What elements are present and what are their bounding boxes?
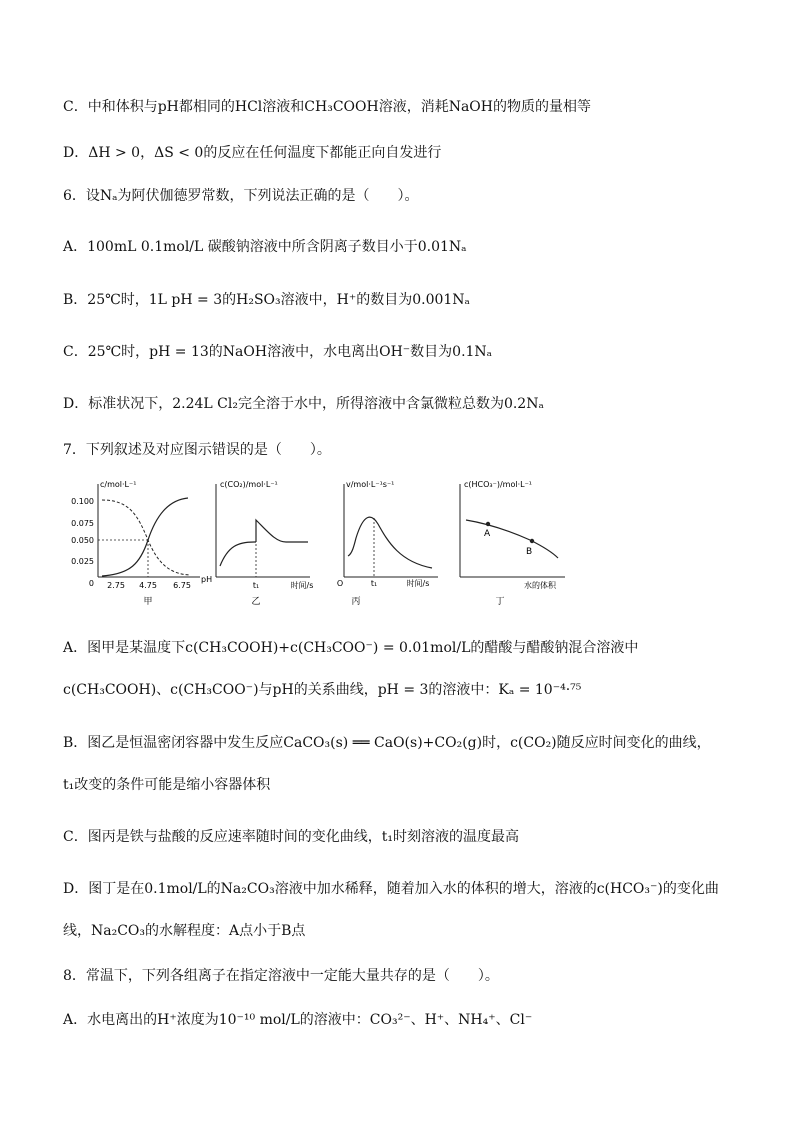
svg-text:4.75: 4.75	[139, 581, 157, 590]
question-6-option-c: C．25℃时，pH = 13的NaOH溶液中，水电离出OH⁻数目为0.1Nₐ	[63, 344, 493, 360]
question-7-option-d-line1: D．图丁是在0.1mol/L的Na₂CO₃溶液中加水稀释，随着加入水的体积的增大，溶液的c(HCO₃⁻)的变化曲	[63, 881, 719, 897]
question-7-option-a-line2: c(CH₃COOH)、c(CH₃COO⁻)与pH的关系曲线，pH = 3的溶液中：Kₐ = 10⁻⁴·⁷⁵	[63, 682, 582, 698]
svg-text:pH: pH	[201, 575, 213, 584]
yi-caption: 乙	[251, 597, 261, 606]
option-d-line-5: D．ΔH > 0，ΔS < 0的反应在任何温度下都能正向自发进行	[63, 145, 442, 161]
yi-ylabel: c(CO₂)/mol·L⁻¹	[220, 480, 278, 489]
question-8-stem: 8．常温下，下列各组离子在指定溶液中一定能大量共存的是（ ）。	[63, 968, 499, 984]
svg-text:0.025: 0.025	[71, 557, 94, 566]
svg-text:6.75: 6.75	[173, 581, 191, 590]
question-7-option-b-line2: t₁改变的条件可能是缩小容器体积	[63, 777, 271, 793]
svg-text:水的体积: 水的体积	[524, 581, 556, 590]
svg-text:2.75: 2.75	[107, 581, 125, 590]
svg-text:A: A	[484, 529, 491, 539]
svg-text:时间/s: 时间/s	[290, 581, 314, 590]
ding-ylabel: c(HCO₃⁻)/mol·L⁻¹	[464, 480, 533, 489]
svg-text:O: O	[336, 579, 344, 588]
figure-bing	[337, 480, 438, 606]
svg-text:0: 0	[88, 579, 94, 588]
svg-text:0.075: 0.075	[71, 519, 94, 528]
bing-ylabel: v/mol·L⁻¹s⁻¹	[346, 480, 395, 489]
question-7-option-b-line1: B．图乙是恒温密闭容器中发生反应CaCO₃(s) ══ CaO(s)+CO₂(g)时，c(CO₂)随反应时间变化的曲线，	[63, 735, 711, 751]
svg-text:t₁: t₁	[252, 581, 260, 590]
svg-text:B: B	[526, 547, 533, 557]
jia-caption: 甲	[143, 597, 153, 606]
question-7-option-c: C．图丙是铁与盐酸的反应速率随时间的变化曲线，t₁时刻溶液的温度最高	[63, 829, 519, 845]
question-6-option-b: B．25℃时，1L pH = 3的H₂SO₃溶液中，H⁺的数目为0.001Nₐ	[63, 292, 470, 308]
question-7-option-d-line2: 线，Na₂CO₃的水解程度：A点小于B点	[63, 923, 306, 939]
question-6-stem: 6．设Nₐ为阿伏伽德罗常数，下列说法正确的是（ ）。	[63, 188, 419, 204]
figure-ding	[460, 480, 565, 606]
bing-caption: 丙	[351, 597, 361, 606]
ding-caption: 丁	[495, 597, 505, 606]
jia-ylabel: c/mol·L⁻¹	[100, 480, 137, 489]
figure-jia	[71, 480, 212, 606]
option-c-line-5: C．中和体积与pH都相同的HCl溶液和CH₃COOH溶液，消耗NaOH的物质的量相等	[63, 99, 591, 115]
question-6-option-a: A．100mL 0.1mol/L 碳酸钠溶液中所含阴离子数目小于0.01Nₐ	[63, 239, 467, 255]
figure-yi	[216, 480, 313, 606]
figure-group	[60, 476, 580, 606]
svg-text:时间/s: 时间/s	[406, 579, 430, 588]
question-7-option-a-line1: A．图甲是某温度下c(CH₃COOH)+c(CH₃COO⁻) = 0.01mol/L的醋酸与醋酸钠混合溶液中	[63, 640, 639, 656]
svg-text:0.050: 0.050	[71, 536, 94, 545]
svg-text:0.100: 0.100	[71, 497, 94, 506]
question-6-option-d: D．标准状况下，2.24L Cl₂完全溶于水中，所得溶液中含氯微粒总数为0.2Nₐ	[63, 396, 544, 412]
question-7-stem: 7．下列叙述及对应图示错误的是（ ）。	[63, 442, 331, 458]
svg-text:t₁: t₁	[370, 579, 378, 588]
question-8-option-a: A．水电离出的H⁺浓度为10⁻¹⁰ mol/L的溶液中：CO₃²⁻、H⁺、NH₄⁺、Cl⁻	[63, 1012, 533, 1028]
